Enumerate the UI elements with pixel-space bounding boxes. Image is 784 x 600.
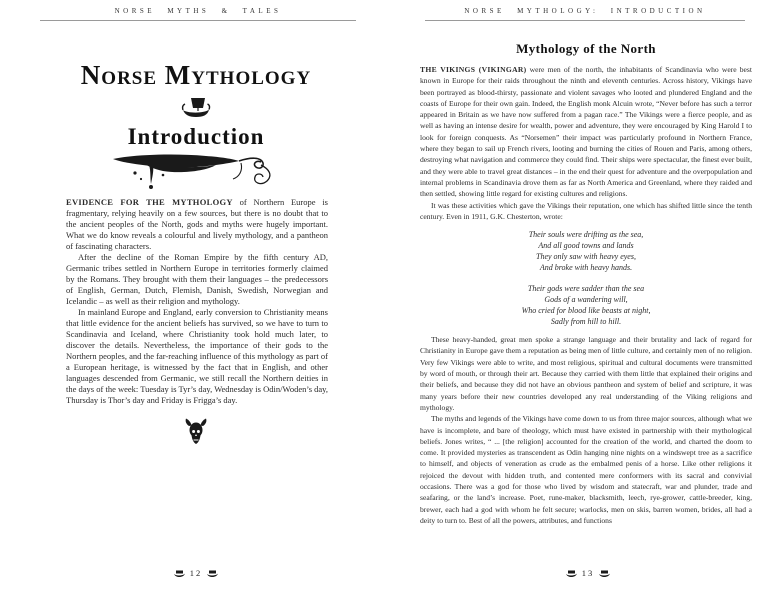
knot-ornament-icon <box>566 570 577 577</box>
verse-line: Sadly from hill to hill. <box>550 317 622 327</box>
paragraph-text: were men of the north, the inhabitants of Scandinavia who were best known in Europe for their raids throughout the ninth and eleventh centuries. Across history, Vikings have been portrayed as blood-thirsty, passionate and violent savages who looted and plundered England and the coasts of Europe for their own gain. Indeed, the English monk Alcuin wrote, “Never before has such a terror appeared in Britain as we have now suffered from a pagan race.” The Vikings were a fierce people, and as well as having an intense desire for wealth, power and adventure, they were encouraged by King Harold I to look for foreign conquests. As “Norsemen” their impact was particularly profound in Northern France, where they began to sail up French rivers, looting and burning the cities of Rouen and Paris, among others, destroying what navigation and commerce they could find. Their ships were spectacular, the finest ever built, and they were able to travel great distances – in the end their quest for adventure and the overpopulation and internal problems in Scandinavia drove them as far as North America and Greenland, where they raided and then settled, showing little regard for existing cultures and religions. <box>420 65 752 199</box>
footer-left <box>0 568 392 578</box>
horned-skull-icon <box>0 418 392 451</box>
left-body-text <box>66 197 328 406</box>
verse-line: Gods of a wandering will, <box>544 295 628 305</box>
page-right <box>392 0 784 600</box>
title-block <box>0 62 392 195</box>
flourish-ornament-icon <box>0 151 392 195</box>
page-number: 12 <box>189 568 203 578</box>
paragraph: These heavy-handed, great men spoke a strange language and their brutality and lack of regard for Christianity in Europe gave them a reputation as being men of little culture, and certainly men of no religion. Very few Vikings were able to write, and most religious, spiritual and cultural documents were transmitted by word of mouth, or through their art. Because they carried with them little that explained their origins and their beliefs, and because they did not have an obvious pantheon and system of belief and scripture, it was many years before their new countries developed any real understanding of the Viking religions and mythology. <box>420 335 752 412</box>
paragraph-lead: EVIDENCE FOR THE MYTHOLOGY <box>66 197 233 207</box>
verse-stanza <box>420 229 752 273</box>
footer-right <box>392 568 784 578</box>
paragraph <box>420 64 752 200</box>
paragraph: After the decline of the Roman Empire by the fifth century AD, Germanic tribes settled in Northern Europe in territories formerly claimed by the Romans. They brought with them their languages – the predecessors of English, German, Dutch, Flemish, Danish, Swedish, Norwegian and Icelandic – as well as their religion and mythology. <box>66 252 328 306</box>
knot-ornament-icon <box>599 570 610 577</box>
viking-ship-icon <box>0 97 392 119</box>
verse-line: Who cried for blood like beasts at night, <box>521 306 651 316</box>
verse-line: They only saw with heavy eyes, <box>536 252 636 262</box>
book-title: Norse Mythology <box>80 60 312 90</box>
verse-line: And broke with heavy hands. <box>539 263 633 273</box>
chapter-title: Introduction <box>127 124 265 149</box>
paragraph <box>66 197 328 252</box>
verse-line: Their gods were sadder than the sea <box>527 284 645 294</box>
paragraph-text: of Northern Europe is fragmentary, relying heavily on a few sources, but there is no doubt that to the ancient peoples of the North, gods and myths were hugely important. What we do know reveals a colourful and lively mythology, and a pantheon of fascinating characters. <box>66 197 328 251</box>
knot-ornament-icon <box>174 570 185 577</box>
page-number: 13 <box>581 568 595 578</box>
running-head-left: NORSE MYTHS & TALES <box>40 7 356 21</box>
verse-line: And all good towns and lands <box>538 241 634 251</box>
knot-ornament-icon <box>207 570 218 577</box>
running-head-right: NORSE MYTHOLOGY: INTRODUCTION <box>425 7 745 21</box>
verse-line: Their souls were drifting as the sea, <box>528 230 644 240</box>
verse-stanza <box>420 283 752 327</box>
paragraph: It was these activities which gave the Vikings their reputation, one which has shifted little since the tenth century. Even in 1911, G.K. Chesterton, wrote: <box>420 200 752 221</box>
paragraph-lead: THE VIKINGS (VIKINGAR) <box>420 65 527 74</box>
paragraph: The myths and legends of the Vikings have come down to us from three major sources, although what we have is incomplete, and bare of theology, which must have existed in partnership with their mythological beliefs. Jones writes, “ ... [the religion] accounted for the creation of the world, and charted the doom to come. It provided mysteries as transcendent as Odin hanging nine nights on a windswept tree as a sacrifice to himself, and objects of veneration as crude as the embalmed penis of a horse. Like other religions it rejoiced the devout with hidden truth, and contented mere conformers with its sacral and convivial occasions. There was a god for those who lived by wisdom and statecraft, war and plunder, trade and seafaring, or the land’s increase. Poet, rune-maker, blacksmith, leech, rye-grower, cattle-breeder, king, brewer, each had a god with whom he felt secure; warlocks, men on skis, barren women, brides, all had a deity to turn to. Best of all the powers, attributes, and functions <box>420 414 752 525</box>
paragraph: In mainland Europe and England, early conversion to Christianity means that little evidence for the ancient beliefs has survived, so we have to turn to Scandinavia and Iceland, where Christianity took hold much later, to discover the details. Nevertheless, the importance of their gods to the Northern peoples, and the far-reaching influence of this mythology as part of a European heritage, is witnessed by the fact that in English, and other languages descended from Germanic, we still recall the Northern deities in the days of the week: Tuesday is Tyr’s day, Wednesday is Odin/Woden’s day, Thursday is Thor’s day and Friday is Frigga’s day. <box>66 307 328 405</box>
section-heading: Mythology of the North <box>516 41 656 56</box>
right-body-text <box>420 42 752 526</box>
